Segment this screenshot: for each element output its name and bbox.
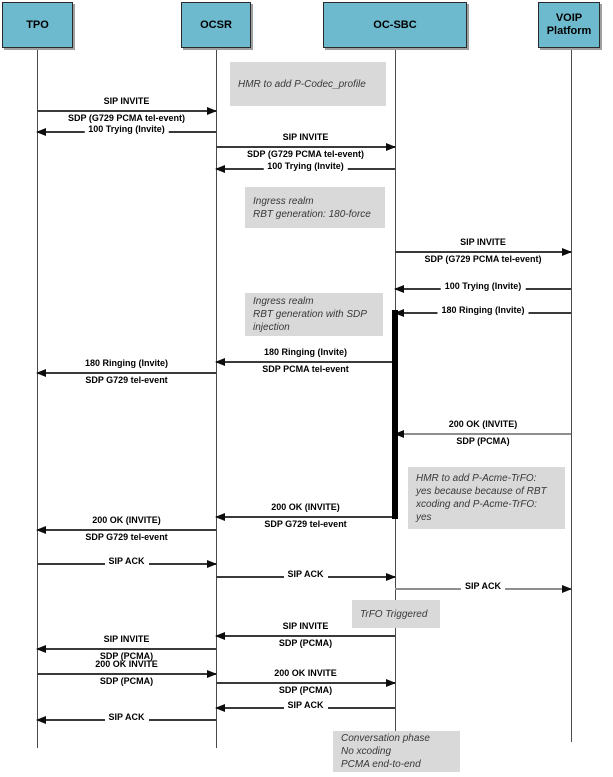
message-line: [395, 251, 571, 253]
message-line: [37, 529, 216, 531]
note-5: [352, 600, 440, 628]
note-2-line-2: RBT generation: 180-force: [253, 208, 371, 220]
message-label-line1: 180 Ringing (Invite): [84, 358, 168, 368]
message-line: [216, 146, 395, 148]
message-label: 100 Trying (Invite): [84, 123, 169, 135]
actor-label-ocsr: OCSR: [200, 18, 232, 31]
message-line: [395, 433, 571, 435]
message-label: SIP ACK: [104, 555, 148, 567]
actor-label-voip-2: Platform: [546, 25, 592, 37]
message-line: [216, 682, 395, 684]
message-label-line1: 200 OK INVITE: [95, 659, 158, 669]
note-2: [245, 187, 385, 228]
note-6-line-1: Conversation phase: [341, 733, 430, 744]
message-label-line2: SDP PCMA tel-event: [262, 364, 349, 374]
message-label-line1: SIP INVITE: [460, 237, 506, 247]
message-label-line2: SDP G729 tel-event: [85, 375, 168, 385]
message-label-line2: SDP (G729 PCMA tel-event): [424, 254, 542, 264]
message-label: SIP ACK: [283, 699, 327, 711]
arrowhead-icon: [394, 285, 404, 293]
message-label-line1: SIP INVITE: [103, 634, 150, 644]
message-line: [37, 110, 216, 112]
message-label: 100 Trying (Invite): [263, 160, 348, 172]
message-label: SIP ACK: [104, 711, 148, 723]
message-label-line1: 200 OK (INVITE): [271, 502, 340, 512]
arrowhead-icon: [36, 716, 46, 724]
actor-box-tpo: [2, 2, 73, 48]
arrowhead-icon: [562, 585, 572, 593]
arrowhead-icon: [386, 573, 396, 581]
note-3-line-1: Ingress realm: [253, 296, 314, 307]
note-4-line-3: xcoding and P-Acme-TrFO:: [416, 499, 537, 510]
actor-box-ocsbc: [323, 2, 467, 48]
message-label-line1: 180 Ringing (Invite): [263, 347, 347, 357]
message-label-line1: 200 OK INVITE: [274, 668, 337, 678]
message-label-line2: SDP (PCMA): [278, 638, 333, 648]
message-label: SIP ACK: [461, 580, 505, 592]
message-label-line1: SIP INVITE: [103, 96, 150, 106]
message-label-line2: SDP G729 tel-event: [85, 532, 168, 542]
message-label: SIP ACK: [283, 568, 327, 580]
message-line: [216, 635, 395, 637]
message-line: [216, 361, 395, 363]
message-label-line1: SIP INVITE: [282, 132, 329, 142]
message-label-line1: 200 OK (INVITE): [448, 419, 518, 429]
note-3: [245, 293, 383, 336]
message-label-line2: SDP (PCMA): [456, 436, 510, 446]
message-label-line1: SIP INVITE: [282, 621, 329, 631]
note-1: [230, 62, 386, 106]
note-3-line-2: RBT generation with SDP: [253, 309, 367, 320]
message-label-line2: SDP (G729 PCMA tel-event): [67, 113, 186, 123]
note-6: [333, 731, 460, 772]
arrowhead-icon: [36, 128, 46, 136]
note-1-line-1: HMR to add P-Codec_profile: [238, 78, 366, 90]
message-line: [37, 372, 216, 374]
actor-label-voip-1: VOIP: [555, 12, 583, 24]
note-4: [408, 467, 565, 529]
arrowhead-icon: [207, 560, 217, 568]
message-line: [37, 673, 216, 675]
note-6-line-3: PCMA end-to-end: [341, 759, 421, 770]
message-label-line2: SDP (PCMA): [99, 676, 154, 686]
note-4-line-1: HMR to add P-Acme-TrFO:: [416, 473, 537, 484]
note-4-line-4: yes: [416, 512, 432, 523]
message-label-line2: SDP (G729 PCMA tel-event): [246, 149, 365, 159]
note-2-line-1: Ingress realm: [253, 195, 314, 207]
actor-box-ocsr: [181, 2, 251, 48]
activation-bar-ocsbc: [392, 310, 398, 519]
message-line: [37, 648, 216, 650]
arrowhead-icon: [215, 704, 225, 712]
message-label: 180 Ringing (Invite): [437, 304, 528, 316]
note-5-line-1: TrFO Triggered: [360, 608, 428, 620]
note-3-line-3: injection: [253, 322, 290, 333]
message-line: [216, 516, 395, 518]
actor-label-ocsbc: OC-SBC: [373, 18, 417, 31]
note-6-line-2: No xcoding: [341, 746, 392, 757]
message-label-line2: SDP (PCMA): [99, 651, 154, 661]
actor-label-tpo: TPO: [26, 18, 49, 31]
message-label-line1: 200 OK (INVITE): [92, 515, 161, 525]
message-label-line2: SDP (PCMA): [278, 685, 333, 695]
lifeline-voip: [571, 48, 572, 742]
note-4-line-2: yes because because of RBT: [416, 486, 547, 497]
arrowhead-icon: [215, 165, 225, 173]
message-label-line2: SDP G729 tel-event: [264, 519, 347, 529]
actor-box-voip: [538, 2, 600, 48]
message-label: 100 Trying (Invite): [441, 280, 526, 292]
